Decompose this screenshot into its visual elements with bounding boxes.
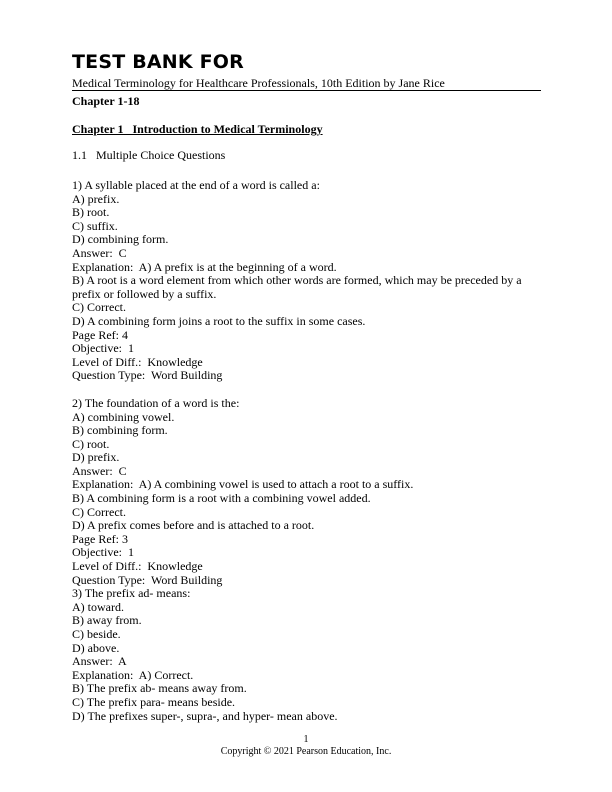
question-list xyxy=(72,179,542,723)
header-divider xyxy=(72,90,541,91)
page-ref: Page Ref: 3 xyxy=(72,531,128,546)
level-of-difficulty: Level of Diff.: Knowledge xyxy=(72,559,203,574)
option-a: A) combining vowel. xyxy=(72,409,175,424)
explanation-line: B) A root is a word element from which other words are formed, which may be preceded by a xyxy=(72,273,522,288)
question-type: Question Type: Word Building xyxy=(72,368,223,383)
option-d: D) above. xyxy=(72,640,120,655)
explanation-line: Explanation: A) A combining vowel is used to attach a root to a suffix. xyxy=(72,477,414,492)
question-block xyxy=(72,397,542,587)
explanation-line: C) Correct. xyxy=(72,504,126,519)
answer-line: Answer: A xyxy=(72,654,127,669)
document-title: TEST BANK FOR xyxy=(72,51,244,73)
page-ref: Page Ref: 4 xyxy=(72,327,128,342)
explanation-line: B) A combining form is a root with a combining vowel added. xyxy=(72,491,371,506)
explanation-line: prefix or followed by a suffix. xyxy=(72,286,217,301)
explanation-line: C) Correct. xyxy=(72,300,126,315)
option-c: C) beside. xyxy=(72,627,121,641)
option-d: D) combining form. xyxy=(72,232,169,247)
question-stem: 1) A syllable placed at the end of a word is called a: xyxy=(72,178,320,192)
explanation-line: D) A prefix comes before and is attached to a root. xyxy=(72,518,315,533)
objective: Objective: 1 xyxy=(72,545,134,560)
option-a: A) prefix. xyxy=(72,191,120,206)
level-of-difficulty: Level of Diff.: Knowledge xyxy=(72,354,203,369)
option-a: A) toward. xyxy=(72,599,124,614)
option-b: B) combining form. xyxy=(72,423,168,438)
explanation-line: Explanation: A) Correct. xyxy=(72,667,194,682)
copyright-notice: Copyright © 2021 Pearson Education, Inc. xyxy=(220,746,392,757)
explanation-line: D) The prefixes super-, supra-, and hyper- mean above. xyxy=(72,708,338,723)
chapter-range: Chapter 1-18 xyxy=(72,94,140,108)
explanation-line: B) The prefix ab- means away from. xyxy=(72,681,247,696)
chapter-heading: Chapter 1 Introduction to Medical Terminology xyxy=(72,122,323,136)
answer-line: Answer: C xyxy=(72,463,127,478)
question-block xyxy=(72,179,542,383)
option-c: C) suffix. xyxy=(72,218,118,233)
option-b: B) root. xyxy=(72,205,110,220)
option-b: B) away from. xyxy=(72,613,142,628)
question-type: Question Type: Word Building xyxy=(72,572,223,587)
book-subtitle: Medical Terminology for Healthcare Professionals, 10th Edition by Jane Rice xyxy=(72,76,445,90)
objective: Objective: 1 xyxy=(72,341,134,356)
page-number: 1 xyxy=(303,734,309,745)
explanation-line: C) The prefix para- means beside. xyxy=(72,694,236,709)
option-c: C) root. xyxy=(72,436,110,451)
option-d: D) prefix. xyxy=(72,450,120,465)
explanation-line: D) A combining form joins a root to the suffix in some cases. xyxy=(72,313,366,328)
question-block xyxy=(72,587,542,723)
answer-line: Answer: C xyxy=(72,245,127,260)
question-stem: 3) The prefix ad- means: xyxy=(72,586,191,601)
explanation-line: Explanation: A) A prefix is at the beginning of a word. xyxy=(72,259,337,274)
section-heading: 1.1 Multiple Choice Questions xyxy=(72,148,226,162)
question-stem: 2) The foundation of a word is the: xyxy=(72,395,240,410)
